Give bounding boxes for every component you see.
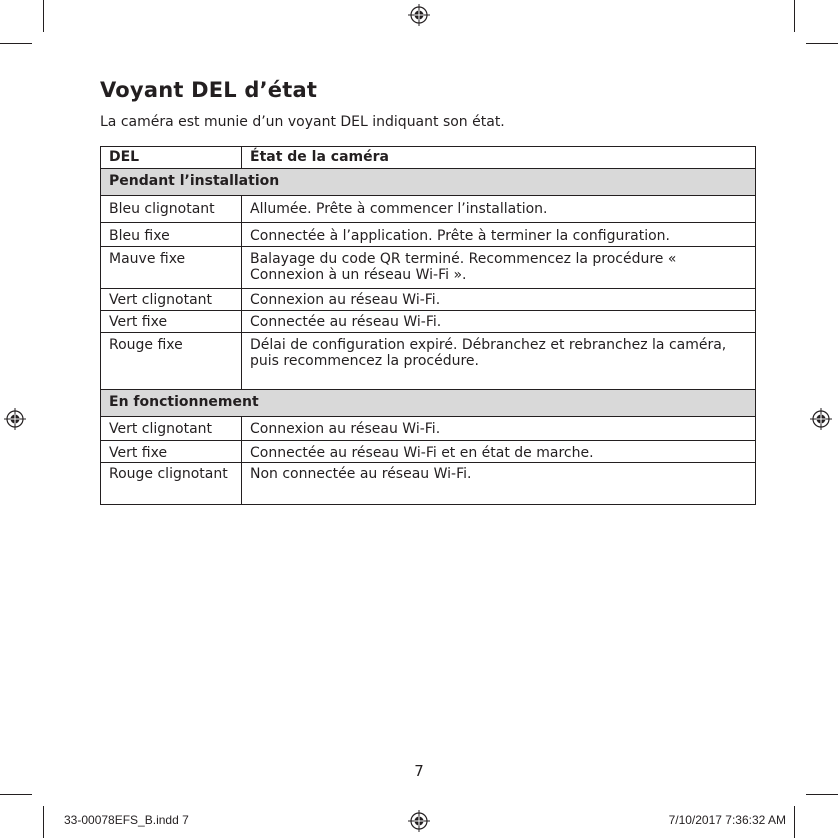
page-number: 7 bbox=[414, 762, 424, 780]
intro-text: La caméra est munie d’un voyant DEL indiquant son état. bbox=[100, 114, 505, 130]
table-row bbox=[101, 463, 756, 505]
page-title: Voyant DEL d’état bbox=[100, 78, 318, 102]
slug-filename: 33-00078EFS_B.indd 7 bbox=[64, 813, 189, 827]
led-cell: Mauve fixe bbox=[101, 247, 242, 289]
section-row-fonctionnement bbox=[101, 390, 756, 417]
registration-mark-left-icon bbox=[4, 408, 26, 430]
led-status-table bbox=[100, 146, 756, 505]
table-row bbox=[101, 333, 756, 390]
led-cell: Rouge clignotant bbox=[101, 463, 242, 505]
slug-datetime: 7/10/2017 7:36:32 AM bbox=[668, 813, 786, 827]
crop-mark-bottom-left-v bbox=[43, 806, 44, 838]
table-row bbox=[101, 223, 756, 247]
table-row bbox=[101, 196, 756, 223]
status-cell: Connectée au réseau Wi-Fi. bbox=[242, 311, 756, 333]
crop-mark-top-left-h bbox=[0, 43, 32, 44]
header-etat: État de la caméra bbox=[242, 147, 756, 169]
led-cell: Bleu clignotant bbox=[101, 196, 242, 223]
crop-mark-bottom-left-h bbox=[0, 794, 32, 795]
led-cell: Vert fixe bbox=[101, 441, 242, 463]
crop-mark-bottom-right-v bbox=[794, 806, 795, 838]
crop-mark-bottom-right-h bbox=[806, 794, 838, 795]
status-cell: Allumée. Prête à commencer l’installation. bbox=[242, 196, 756, 223]
table-row bbox=[101, 289, 756, 311]
status-cell: Connectée au réseau Wi-Fi et en état de marche. bbox=[242, 441, 756, 463]
section-row-installation bbox=[101, 169, 756, 196]
led-cell: Rouge fixe bbox=[101, 333, 242, 390]
table-row bbox=[101, 441, 756, 463]
led-cell: Vert clignotant bbox=[101, 417, 242, 441]
status-cell: Connexion au réseau Wi-Fi. bbox=[242, 417, 756, 441]
led-cell: Vert clignotant bbox=[101, 289, 242, 311]
status-cell: Connectée à l’application. Prête à terminer la configuration. bbox=[242, 223, 756, 247]
status-cell: Connexion au réseau Wi-Fi. bbox=[242, 289, 756, 311]
section-title: En fonctionnement bbox=[101, 390, 756, 417]
led-cell: Bleu fixe bbox=[101, 223, 242, 247]
section-title: Pendant l’installation bbox=[101, 169, 756, 196]
crop-mark-top-right-v bbox=[794, 0, 795, 32]
status-cell: Délai de configuration expiré. Débranchez et rebranchez la caméra, puis recommencez la procédure. bbox=[242, 333, 756, 390]
crop-mark-top-left-v bbox=[43, 0, 44, 32]
status-cell: Non connectée au réseau Wi-Fi. bbox=[242, 463, 756, 505]
table-row bbox=[101, 311, 756, 333]
crop-mark-top-right-h bbox=[806, 43, 838, 44]
registration-mark-right-icon bbox=[810, 408, 832, 430]
registration-mark-top-icon bbox=[408, 4, 430, 26]
header-del: DEL bbox=[101, 147, 242, 169]
table-header-row bbox=[101, 147, 756, 169]
table-row bbox=[101, 247, 756, 289]
led-cell: Vert fixe bbox=[101, 311, 242, 333]
registration-mark-bottom-icon bbox=[408, 810, 430, 832]
status-cell: Balayage du code QR terminé. Recommencez la procédure « Connexion à un réseau Wi-Fi ». bbox=[242, 247, 756, 289]
table-row bbox=[101, 417, 756, 441]
